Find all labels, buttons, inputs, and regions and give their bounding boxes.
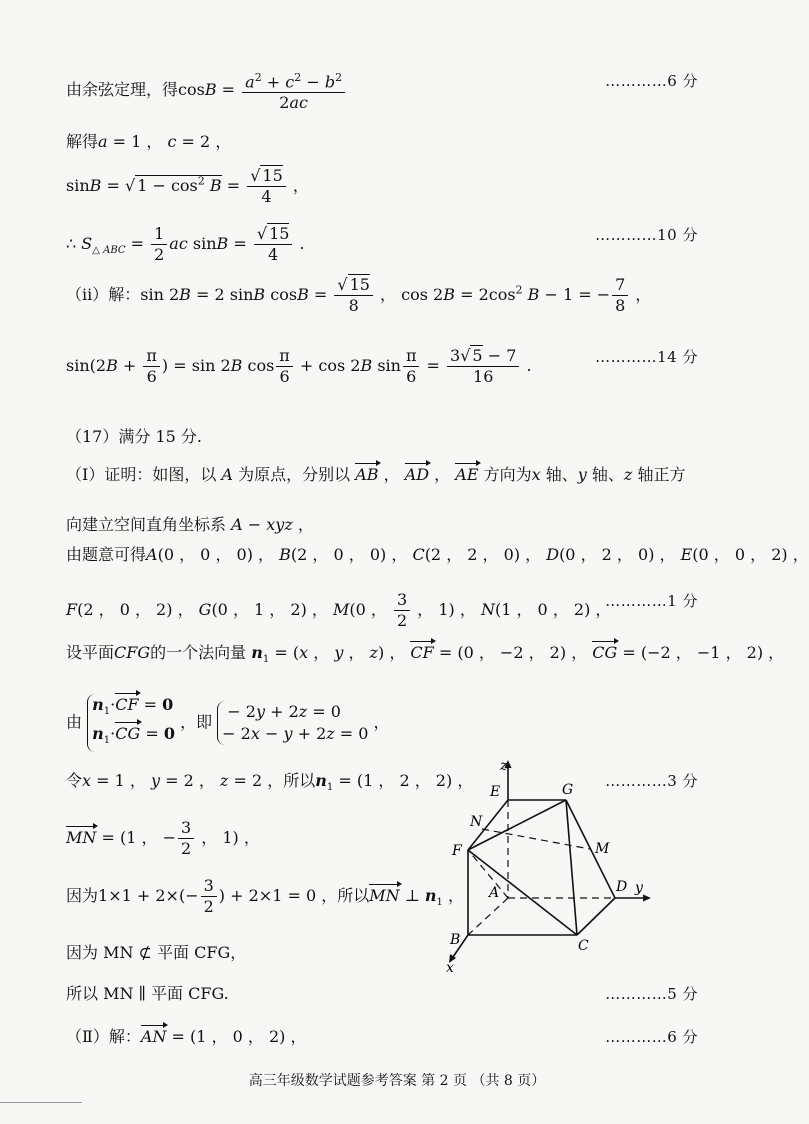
part-II-line: （Ⅱ）解：AN = (1 ， 0 ， 2) ， — [66, 1027, 307, 1046]
let-x-line: 令x = 1 ， y = 2 ， z = 2 ，所以$n_1 = (1$ ， 2 ， 2) ， — [66, 771, 474, 794]
score-3: …………3 分 — [605, 772, 698, 790]
label-G: G — [562, 782, 574, 798]
score-5: …………5 分 — [605, 985, 698, 1003]
area-line: ∴ $S_{\triangle ABC}$ = $\frac{1}{2}$ ac sinB = $\frac{√ 15}{4}$ . — [66, 224, 305, 264]
score-6-b: …………6 分 — [605, 1028, 698, 1046]
score-10: …………10 分 — [595, 226, 698, 244]
label-B: B — [450, 932, 461, 948]
y-axis-label: y — [635, 880, 643, 896]
part-ii-line: （ii）解：sin 2B = 2 sinB cosB = $\frac{√ 15}{8}$ ， $\cos 2B = 2\cos^2$ B − 1 = − $\frac{7}{8}$ ， — [66, 275, 652, 315]
part-ii-label: （ii）解： — [66, 285, 141, 304]
sin-sum-line: sin(2B + $\frac{\pi}{6}$ ) = sin 2B cos $\frac{\pi}{6}$ + cos 2B sin $\frac{\pi}{6}$ = $\frac{3√ 5 - 7}{16}$ . — [66, 346, 532, 386]
parallel-line: 所以 MN ∥ 平面 CFG. — [66, 984, 229, 1003]
score-14: …………14 分 — [595, 348, 698, 366]
cosB-fraction: $\frac{a^2 + c^2 - b^2}{2ac}$ — [242, 68, 345, 113]
not-in-plane-line: 因为 MN ⊄ 平面 CFG， — [66, 943, 247, 962]
cosine-rule-prefix: 由余弦定理，得 — [66, 80, 179, 100]
geometry-figure — [430, 752, 660, 977]
label-C: C — [578, 938, 589, 954]
label-F: F — [452, 843, 462, 859]
score-1: …………1 分 — [605, 592, 698, 610]
system-line: 由 $n_1\cdot CF = 0$ $n_1\cdot CG = 0$ ，即 − 2y + 2z = 0 − 2x − y + 2z = 0 ， — [66, 694, 390, 752]
label-N: N — [470, 814, 483, 830]
sinB-line: sinB = √ $1 - \cos^2 B$ = $\frac{√ 15}{4}$ ， — [66, 166, 309, 206]
cosine-rule-line: 由余弦定理，得cosB = $\frac{a^2 + c^2 - b^2}{2ac}$ — [66, 68, 347, 113]
z-axis-label: z — [500, 758, 508, 774]
q17-title: （17）满分 15 分. — [66, 427, 202, 446]
label-M: M — [595, 841, 610, 857]
proof-intro-line: （Ⅰ）证明：如图，以 A 为原点，分别以 AB ， AD ， AE 方向为x 轴、y 轴、z 轴正方 — [66, 465, 686, 484]
coord-system-line: 向建立空间直角坐标系 A − xyz ， — [66, 515, 314, 534]
label-D: D — [616, 879, 628, 895]
footer-rule — [0, 1102, 82, 1103]
solve-a-c-line: 解得a = 1 ， c = 2 ， — [66, 132, 232, 151]
solve-prefix: 解得 — [66, 132, 99, 151]
mn-vector-line: MN = (1 ， − $\frac{3}{2}$ ， 1) ， — [66, 818, 260, 858]
dot-product-line: 因为1×1 + 2×(− $\frac{3}{2}$ ) + 2×1 = 0 ，所以MN ⊥ $n_1$ ， — [66, 876, 464, 916]
page-footer: 高三年级数学试题参考答案 第 2 页 （共 8 页） — [248, 1073, 546, 1089]
points-line-2: F(2 ， 0 ， 2) ， G(0 ， 1 ， 2) ， M(0 ， $\frac{3}{2}$ ， 1) ， N(1 ， 0 ， 2) ， — [66, 590, 612, 630]
points-line-1: 由题意可得A(0 ， 0 ， 0) ， B(2 ， 0 ， 0) ， C(2 ， 2 ， 0) ， D(0 ， 2 ， 0) ， E(0 ， 0 ， 2) ， — [66, 545, 809, 564]
label-A: A — [489, 885, 500, 901]
x-axis-label: x — [446, 960, 454, 976]
label-E: E — [490, 784, 501, 800]
score-6-a: …………6 分 — [605, 72, 698, 90]
normal-vector-line: 设平面CFG的一个法向量 $n_1 = (x$ ， y ， z) ， CF = (0 ， −2 ， 2) ， CG = (−2 ， −1 ， 2) ， — [66, 643, 785, 666]
